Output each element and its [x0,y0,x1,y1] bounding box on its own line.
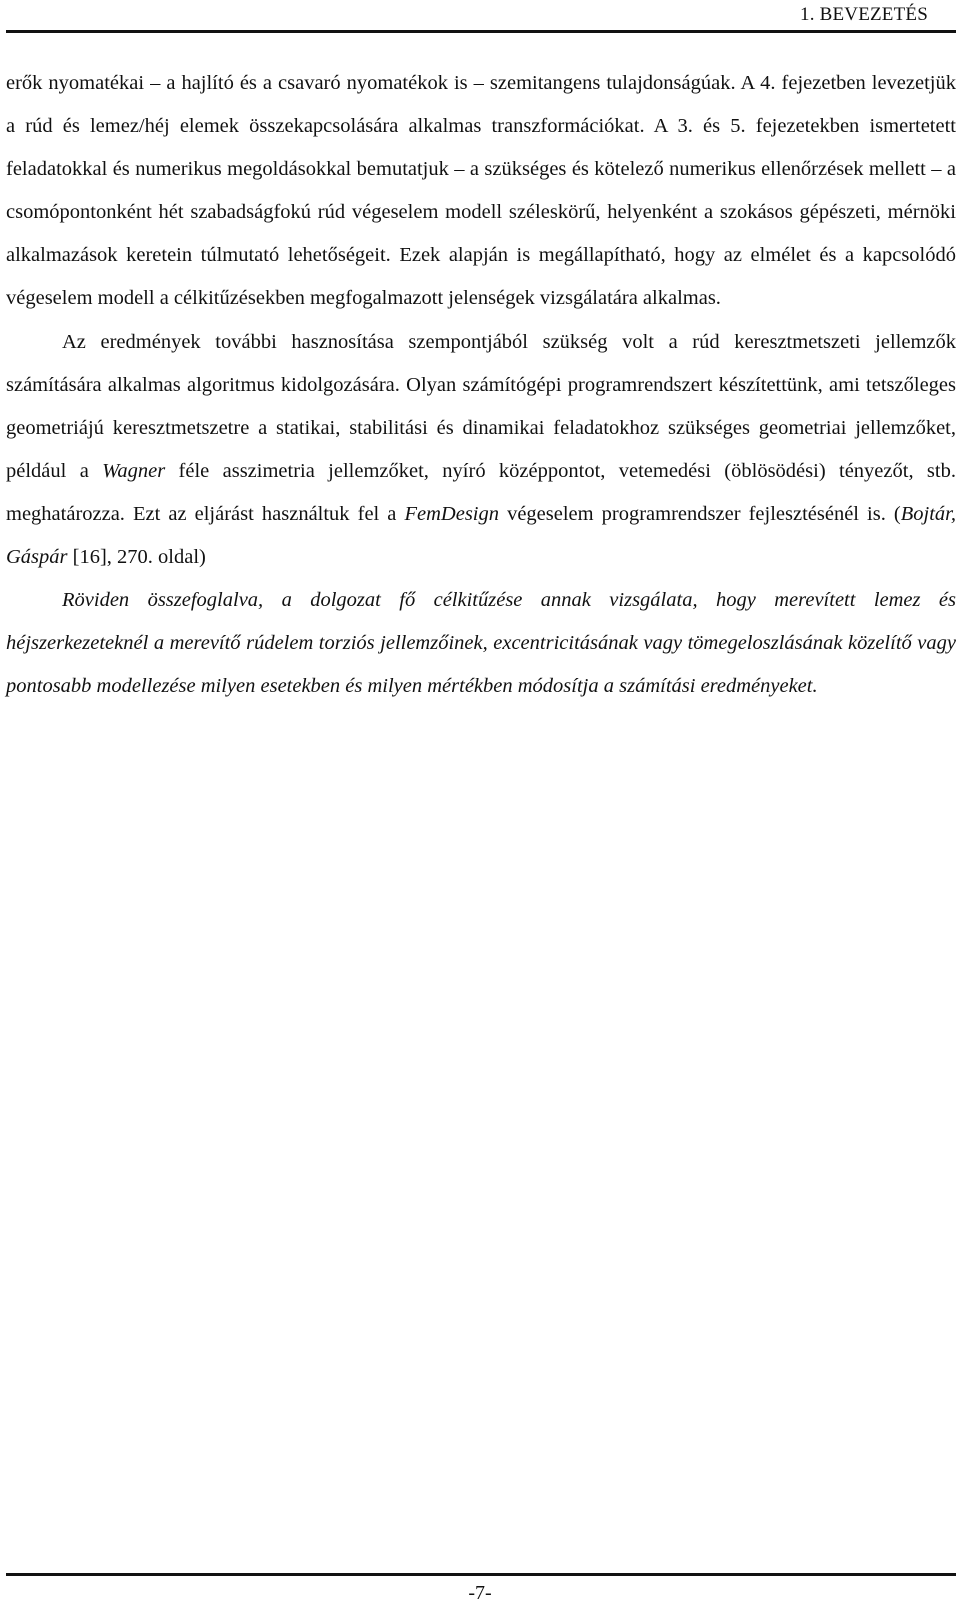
citation-authors: Bojtár, Gáspár [6,502,956,569]
wagner-term: Wagner [102,459,166,482]
paragraph-2-text-4: [16], 270. oldal) [67,546,206,569]
paragraph-1: erők nyomatékai – a hajlító és a csavaró nyomatékok is – szemitangens tulajdonságúak. A 4. fejezetben levezetjük a rúd és lemez/héj elemek összekapcsolására alkalmas transzformációkat. A 3. és 5. fejezetekben ismertetett feladatokkal és numerikus megoldásokkal bemutatjuk – a szükséges és kötelező numerikus ellenőrzések mellett – a csomópontonként hét szabadságfokú rúd végeselem modell széleskörű, helyenként a szokásos gépészeti, mérnöki alkalmazások keretein túlmutató lehetőségeit. Ezek alapján is megállapítható, hogy az elmélet és a kapcsolódó végeselem modell a célkitűzésekben megfogalmazott jelenségek vizsgálatára alkalmas. [6,72,956,310]
page-number: -7- [468,1582,492,1604]
femdesign-term: FemDesign [404,502,499,525]
paragraph-2-text-1: Az eredmények további hasznosítása szempontjából szükség volt a rúd keresztmetszeti jellemzők számítására alkalmas algoritmus kidolgozására. Olyan számítógépi programrendszert készítettünk, ami tetszőleges geometriájú keresztmetszetre a statikai, stabilitási és dinamikai feladatokhoz szükséges geometriai jellemzőket, például a [6,330,956,482]
running-header: 1. BEVEZETÉS [800,4,928,25]
paragraph-2 [6,321,956,580]
header-rule [6,30,956,33]
paragraph-3-summary: Röviden összefoglalva, a dolgozat fő célkitűzése annak vizsgálata, hogy merevített lemez és héjszerkezeteknél a merevítő rúdelem torziós jellemzőinek, excentricitásának vagy tömegeloszlásának közelítő vagy pontosabb modellezése milyen esetekben és milyen mértékben módosítja a számítási eredményeket. [6,589,956,698]
paragraph-2-text-2: féle asszimetria jellemzőket, nyíró középpontot, vetemedési (öblösödési) tényezőt, stb. meghatározza. Ezt az eljárást használtuk fel a [6,459,956,525]
paragraph-2-text-3: végeselem programrendszer fejlesztésénél is. ( [499,502,901,525]
footer-rule [6,1573,956,1576]
page-body [6,62,956,708]
